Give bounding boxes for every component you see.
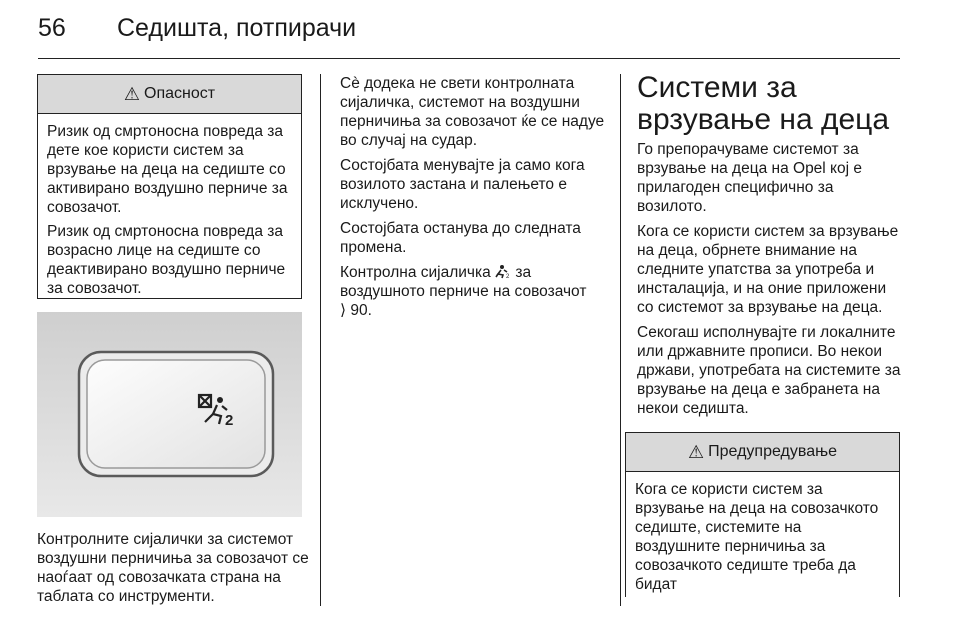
- body-paragraph: Кога се користи систем за врзување на деца, обрнете внимание на следните упатства за употреба и инсталација, и на оние приложени со системот за врзување на деца.: [637, 223, 899, 316]
- danger-paragraph: Ризик од смртоносна повреда за возрасно лице на седиште со деактивирано воздушно перниче за совозачот.: [47, 223, 286, 297]
- cross-reference[interactable]: 90.: [350, 302, 372, 319]
- warning-box-header: [626, 433, 899, 472]
- body-paragraph: Состојбата останува до следната промена.: [340, 220, 581, 256]
- cross-reference-arrow-icon: ⟩: [340, 302, 347, 319]
- section-heading: Системи за врзување на деца: [637, 71, 890, 136]
- danger-box-title: Опасност: [144, 85, 216, 102]
- body-paragraph: Го препорачуваме системот за врзување на деца на Opel кој е прилагоден специфично за возилото.: [637, 141, 862, 215]
- body-paragraph: Сè додека не свети контролната сијаличка, системот на воздушни перничиња за совозачот ќе се надуе во случај на судар.: [340, 75, 605, 149]
- indicator-panel-illustration: [37, 312, 302, 517]
- column-divider: [620, 74, 621, 606]
- warning-triangle-icon: ⚠: [688, 441, 705, 462]
- danger-box-header: [38, 75, 301, 114]
- body-paragraph: Состојбата менувајте ја само кога возилото застана и палењето е исклучено.: [340, 157, 585, 212]
- danger-paragraph: Ризик од смртоносна повреда за дете кое користи систем за врзување на деца на седиште со активирано воздушно перниче за совозачот.: [47, 123, 288, 216]
- danger-box: [37, 74, 302, 299]
- column-divider: [320, 74, 321, 606]
- indicator-photo: [37, 312, 302, 517]
- warning-box-body: [626, 472, 899, 594]
- warning-triangle-icon: ⚠: [123, 83, 141, 104]
- airbag-indicator-icon: [495, 264, 511, 279]
- column-3: [637, 140, 902, 424]
- page-title: Седишта, потпирачи: [117, 14, 357, 42]
- photo-caption-text: Контролните сијалички за системот воздушни перничиња за совозачот се наоѓаат од совозачката страна на таблата со инструменти.: [37, 531, 309, 605]
- column-2: [340, 74, 610, 326]
- passenger-indicator-number: 2: [225, 412, 234, 429]
- warning-box: [625, 432, 900, 597]
- warning-paragraph: Кога се користи систем за врзување на деца на совозачкото седиште, системите на воздушните перничиња за совозачкото седиште треба да бидат: [635, 481, 879, 593]
- body-paragraph-with-icon: [340, 263, 610, 320]
- warning-box-title: Предупредување: [708, 443, 837, 460]
- text-segment: за воздушното перниче на совозачот: [340, 264, 587, 300]
- page-number: 56: [38, 14, 66, 42]
- body-paragraph: Секогаш исполнувајте ги локалните или државните прописи. Во некои држави, употребата на системите за врзување на деца е забранета на некои седишта.: [637, 324, 901, 417]
- photo-caption: [37, 530, 312, 612]
- svg-text:2: 2: [506, 274, 510, 279]
- text-segment: Контролна сијаличка: [340, 264, 491, 281]
- header-rule: [38, 58, 900, 59]
- danger-box-body: [38, 114, 301, 298]
